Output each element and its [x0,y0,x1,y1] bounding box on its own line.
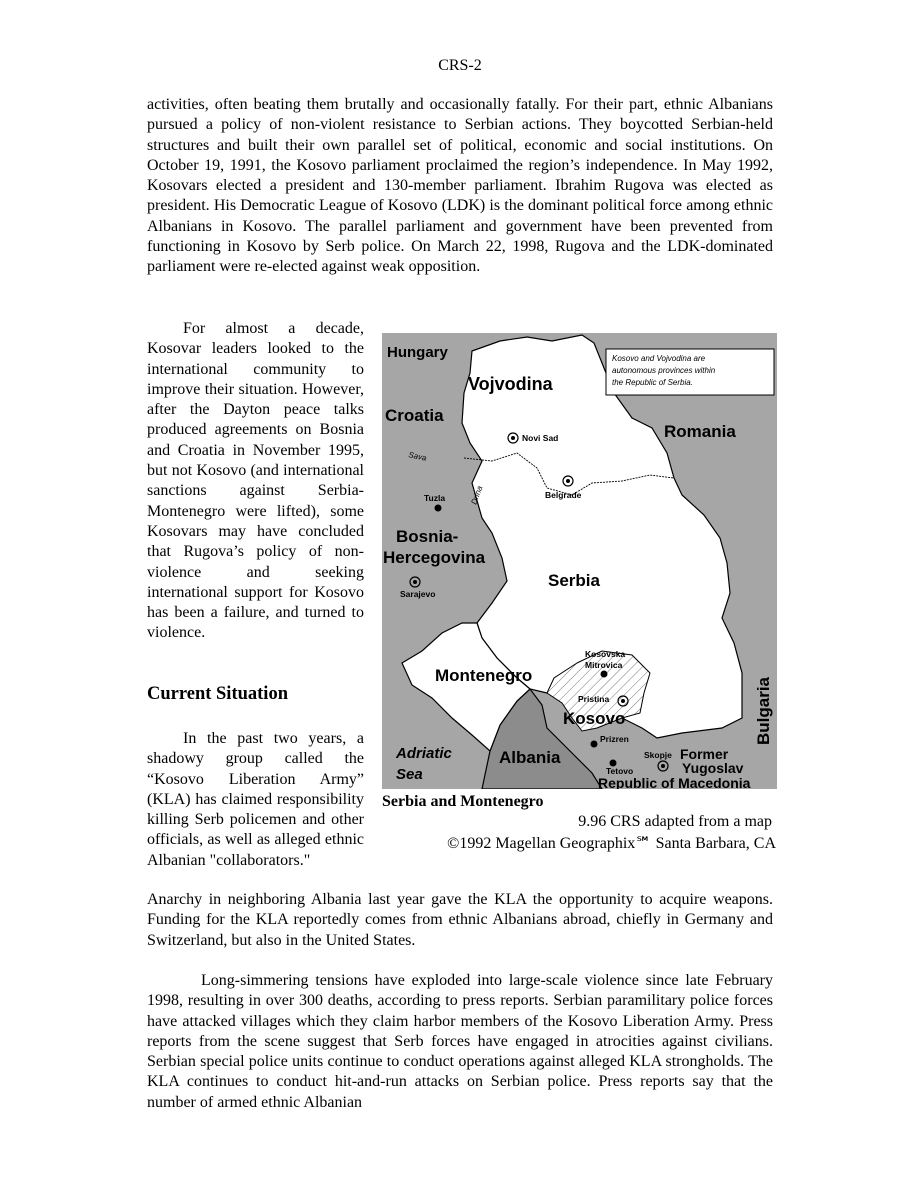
intro-paragraph: activities, often beating them brutally and occasionally fatally. For their part, ethnic Albanians pursued a policy of non-violent resistance to Serbian actions. They boycotted Serbian-held structures and built their own parallel set of political, economic and social institutions. On October 19, 1991, the Kosovo parliament proclaimed the region’s independence. In May 1992, Kosovars elected a president and 130-member parliament. Ibrahim Rugova was elected as president. His Democratic League of Kosovo (LDK) is the dominant political force among ethnic Albanians in Kosovo. The parallel parliament and government have been prevented from functioning in Kosovo by Serb police. On March 22, 1998, Rugova and the LDK-dominated parliament were re-elected against weak opposition. [147,96,773,276]
label-kosovska-2: Mitrovica [585,660,623,670]
label-albania: Albania [499,748,561,767]
city-marker-tuzla [435,505,442,512]
label-tetovo: Tetovo [606,766,634,776]
city-marker-novi-sad [511,436,515,440]
label-bosnia-2: Hercegovina [383,548,486,567]
label-adriatic-1: Adriatic [396,745,452,762]
map-caption-credit-1: 9.96 CRS adapted from a map [578,813,772,830]
legend-line-3: the Republic of Serbia. [612,378,693,387]
serbia-montenegro-map [382,333,777,789]
legend-line-2: autonomous provinces within [612,366,716,375]
map-caption-title: Serbia and Montenegro [382,793,544,810]
page-number-header: CRS-2 [438,57,482,74]
label-adriatic-2: Sea [396,766,423,783]
label-macedonia-3: Republic of Macedonia [598,775,751,789]
map-caption-credit-2: ©1992 Magellan Geographix℠ Santa Barbara, CA [447,835,776,852]
label-pristina: Pristina [578,694,610,704]
label-macedonia-2: Yugoslav [682,760,744,776]
kla-paragraph-continued: Anarchy in neighboring Albania last year gave the KLA the opportunity to acquire weapons. Funding for the KLA reportedly comes from ethnic Albanians abroad, chiefly in Germany and Switzerland, but also in the United States. [147,891,773,949]
label-romania: Romania [664,422,736,441]
section-heading: Current Situation [147,684,288,704]
label-montenegro: Montenegro [435,666,533,685]
tensions-paragraph: Long-simmering tensions have exploded into large-scale violence since late February 1998, resulting in over 300 deaths, according to press reports. Serbian paramilitary police forces have attacked villages which they claim harbor members of the Kosovo Liberation Army. Press reports from the scene suggest that Serb forces have engaged in atrocities against civilians. Serbian special police units continue to conduct operations against alleged KLA strongholds. The KLA continues to conduct hit-and-run attacks on Serbian police. Press reports say that the number of armed ethnic Albanian [147,972,773,1111]
label-sarajevo: Sarajevo [400,589,436,599]
city-marker-pristina [621,699,625,703]
city-marker-sarajevo [413,580,417,584]
city-marker-prizren [591,741,598,748]
label-prizren: Prizren [600,734,629,744]
label-sava: Sava [407,450,428,463]
kla-paragraph-column: In the past two years, a shadowy group called the “Kosovo Liberation Army” (KLA) has claimed responsibility killing Serb policemen and other officials, as well as alleged ethnic Albanian "collaborators." [147,730,364,869]
label-skopje: Skopje [644,750,672,760]
city-marker-belgrade [566,479,570,483]
label-vojvodina: Vojvodina [468,374,553,394]
label-bosnia-1: Bosnia- [396,527,459,546]
label-kosovo: Kosovo [563,709,626,728]
city-marker-kosovska-mitrovica [601,671,608,678]
label-hungary: Hungary [387,344,448,361]
label-serbia: Serbia [548,571,600,590]
label-croatia: Croatia [385,406,444,425]
city-marker-skopje [661,764,665,768]
label-novi-sad: Novi Sad [522,433,559,443]
label-tuzla: Tuzla [424,493,446,503]
label-bulgaria: Bulgaria [754,676,773,745]
legend-line-1: Kosovo and Vojvodina are [612,354,706,363]
label-macedonia-1: Former [680,746,729,762]
label-belgrade: Belgrade [545,490,582,500]
label-kosovska-1: Kosovska [585,649,626,659]
label-drina: Drina [469,484,485,506]
decade-paragraph: For almost a decade, Kosovar leaders looked to the international community to improve their situation. However, after the Dayton peace talks produced agreements on Bosnia and Croatia in November 1995, but not Kosovo (and international sanctions against Serbia-Montenegro were lifted), some Kosovars may have concluded that Rugova’s policy of non-violence and seeking international support for Kosovo has been a failure, and turned to violence. [147,320,364,642]
